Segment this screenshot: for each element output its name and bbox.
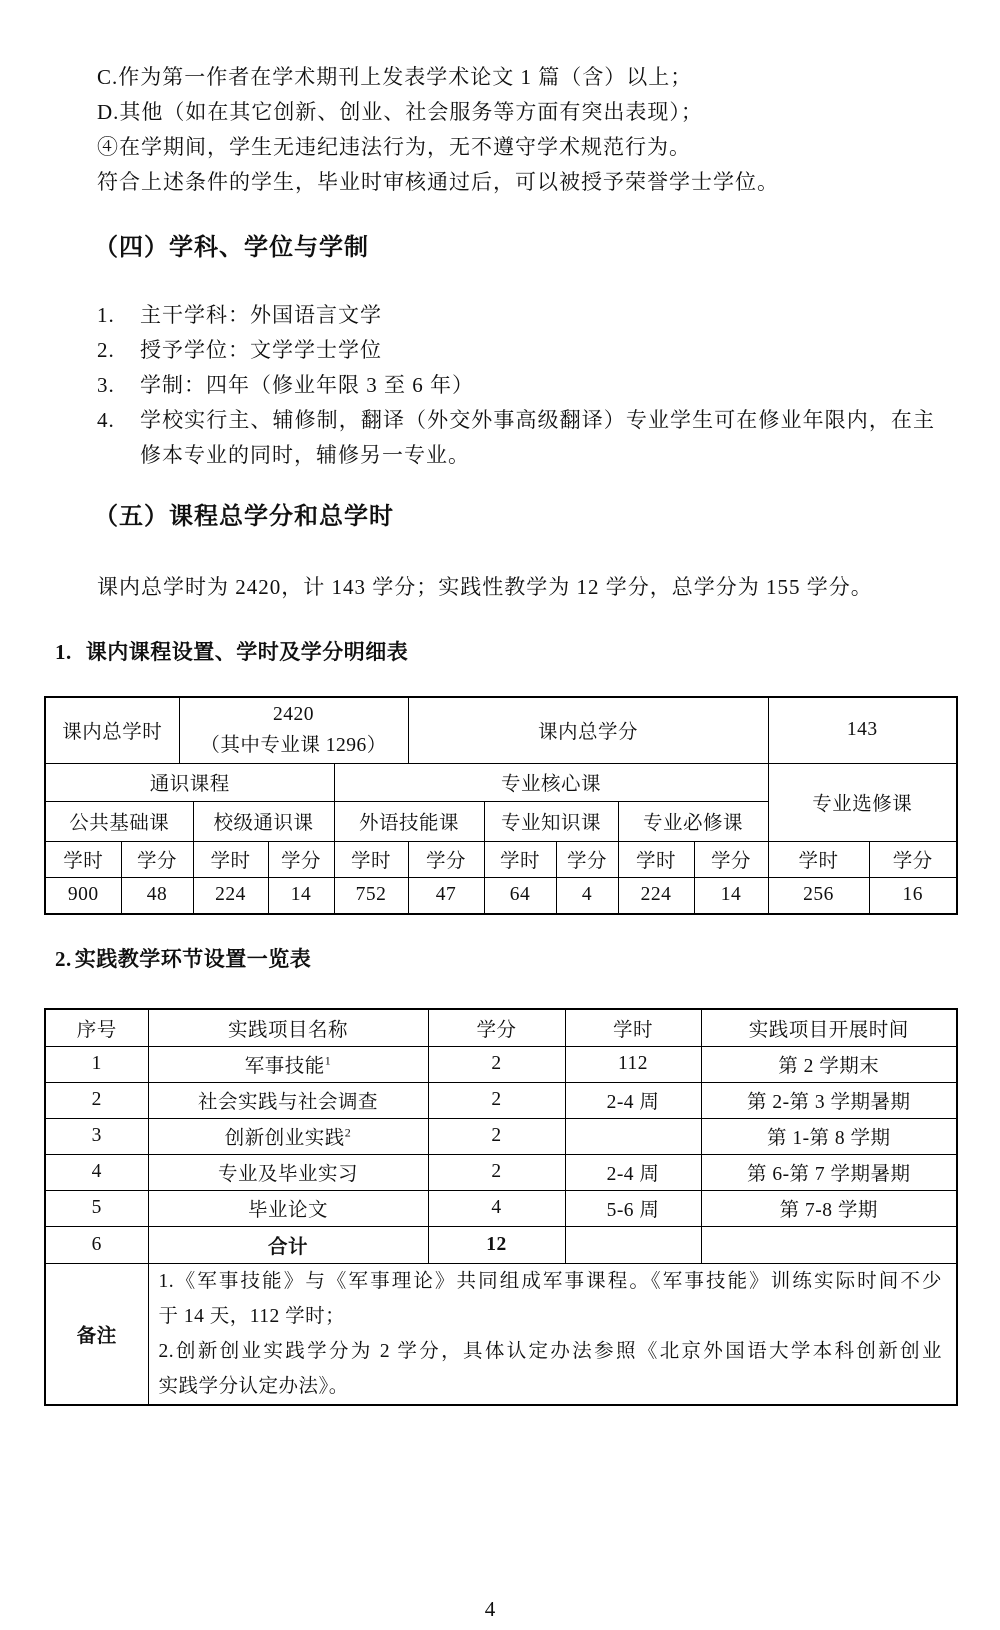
table2-caption bbox=[55, 947, 311, 972]
table-cell: 专业及毕业实习 bbox=[148, 1154, 428, 1190]
footnote-mark: 1 bbox=[324, 1053, 332, 1068]
table-row bbox=[45, 1082, 957, 1118]
table-cell: 第 2-第 3 学期暑期 bbox=[701, 1082, 957, 1118]
table-cell: 毕业论文 bbox=[148, 1190, 428, 1226]
group-core-courses: 专业核心课 bbox=[334, 763, 768, 801]
section-heading-discipline-degree: （四）学科、学位与学制 bbox=[94, 235, 369, 261]
unit-header: 学时 bbox=[334, 841, 408, 877]
group-general-courses: 通识课程 bbox=[45, 763, 334, 801]
total-hours-note: （其中专业课 1296） bbox=[200, 735, 387, 757]
table-cell: 2-4 周 bbox=[565, 1154, 701, 1190]
column-header: 学时 bbox=[565, 1009, 701, 1046]
table-cell: 5-6 周 bbox=[565, 1190, 701, 1226]
list-item-text bbox=[140, 403, 935, 473]
table-cell: 2 bbox=[45, 1082, 148, 1118]
unit-header: 学时 bbox=[193, 841, 268, 877]
table-cell: 5 bbox=[45, 1190, 148, 1226]
table-row bbox=[45, 1046, 957, 1082]
table-cell bbox=[565, 1226, 701, 1263]
unit-header: 学时 bbox=[45, 841, 121, 877]
list-item bbox=[97, 298, 935, 333]
table-cell: 2 bbox=[428, 1118, 565, 1154]
unit-header: 学分 bbox=[408, 841, 484, 877]
table-cell: 64 bbox=[484, 877, 556, 914]
table-row bbox=[45, 1118, 957, 1154]
caption-number: 1. bbox=[55, 640, 72, 664]
table-cell: 14 bbox=[268, 877, 334, 914]
text-line: 1.《军事技能》与《军事理论》共同组成军事课程。《军事技能》训练实际时间不少 bbox=[158, 1270, 942, 1292]
subgroup-major-required: 专业必修课 bbox=[618, 801, 768, 841]
list-item-number: 2. bbox=[97, 338, 115, 362]
table-cell: 军事技能$^1$ bbox=[148, 1046, 428, 1082]
summary-paragraph: 课内总学时为 2420，计 143 学分；实践性教学为 12 学分，总学分为 155 学分。 bbox=[97, 575, 873, 599]
unit-header: 学分 bbox=[694, 841, 768, 877]
unit-header: 学时 bbox=[768, 841, 869, 877]
table-cell: 4 bbox=[45, 1154, 148, 1190]
table-cell: 2 bbox=[428, 1154, 565, 1190]
table-cell: 16 bbox=[869, 877, 957, 914]
text-line: 于 14 天，112 学时； bbox=[158, 1305, 346, 1327]
table-cell: 6 bbox=[45, 1226, 148, 1263]
column-header: 实践项目名称 bbox=[148, 1009, 428, 1046]
unit-header: 学分 bbox=[869, 841, 957, 877]
table-cell: 3 bbox=[45, 1118, 148, 1154]
table-cell: 创新创业实践$^2$ bbox=[148, 1118, 428, 1154]
total-hours-number: 2420 bbox=[273, 704, 315, 726]
notes-label: 备注 bbox=[45, 1263, 148, 1405]
table-cell: 2 bbox=[428, 1082, 565, 1118]
table-cell: 2-4 周 bbox=[565, 1082, 701, 1118]
total-credits-value: 143 bbox=[768, 697, 957, 763]
text-line: 学校实行主、辅修制，翻译（外交外事高级翻译）专业学生可在修业年限内，在主 bbox=[140, 408, 935, 432]
column-header: 实践项目开展时间 bbox=[701, 1009, 957, 1046]
table-cell: 第 1-第 8 学期 bbox=[701, 1118, 957, 1154]
table-cell: 48 bbox=[121, 877, 193, 914]
unit-header: 学时 bbox=[618, 841, 694, 877]
group-elective-courses: 专业选修课 bbox=[768, 763, 957, 841]
table-cell: 4 bbox=[428, 1190, 565, 1226]
table-cell: 4 bbox=[556, 877, 618, 914]
table-cell bbox=[565, 1118, 701, 1154]
table-cell: 第 6-第 7 学期暑期 bbox=[701, 1154, 957, 1190]
text-line: 2.创新创业实践学分为 2 学分，具体认定办法参照《北京外国语大学本科创新创业 bbox=[158, 1340, 942, 1362]
notes-content bbox=[148, 1263, 957, 1405]
list-item-text: 学制：四年（修业年限 3 至 6 年） bbox=[140, 373, 474, 397]
list-item bbox=[97, 368, 935, 403]
caption-text: 实践教学环节设置一览表 bbox=[74, 947, 312, 971]
table1-caption bbox=[55, 640, 408, 665]
table-row bbox=[45, 1190, 957, 1226]
subgroup-university-general: 校级通识课 bbox=[193, 801, 334, 841]
unit-header: 学分 bbox=[268, 841, 334, 877]
table-cell: 900 bbox=[45, 877, 121, 914]
table-cell: 第 2 学期末 bbox=[701, 1046, 957, 1082]
list-item bbox=[97, 333, 935, 368]
subgroup-public-basic: 公共基础课 bbox=[45, 801, 193, 841]
table-row-total bbox=[45, 1226, 957, 1263]
list-item-number: 4. bbox=[97, 408, 115, 432]
table-cell: 224 bbox=[193, 877, 268, 914]
table-row-notes bbox=[45, 1263, 957, 1405]
text-line: ④在学期间，学生无违纪违法行为，无不遵守学术规范行为。 bbox=[97, 135, 691, 159]
table-cell: 112 bbox=[565, 1046, 701, 1082]
table-cell-total-label: 合计 bbox=[148, 1226, 428, 1263]
text-line: 实践学分认定办法》。 bbox=[158, 1375, 349, 1397]
list-item-text: 主干学科：外国语言文学 bbox=[140, 303, 382, 327]
total-hours-value bbox=[179, 697, 408, 763]
table-cell: 第 7-8 学期 bbox=[701, 1190, 957, 1226]
column-header: 学分 bbox=[428, 1009, 565, 1046]
section-heading-total-credits-hours: （五）课程总学分和总学时 bbox=[94, 504, 394, 530]
caption-text: 课内课程设置、学时及学分明细表 bbox=[85, 640, 409, 664]
list-item-number: 1. bbox=[97, 303, 115, 327]
list-item bbox=[97, 403, 935, 473]
total-credits-label: 课内总学分 bbox=[408, 697, 768, 763]
table-cell bbox=[701, 1226, 957, 1263]
text-line: D.其他（如在其它创新、创业、社会服务等方面有突出表现）； bbox=[97, 100, 703, 124]
table-cell: 社会实践与社会调查 bbox=[148, 1082, 428, 1118]
column-header: 序号 bbox=[45, 1009, 148, 1046]
page-number: 4 bbox=[484, 1597, 496, 1621]
table-row bbox=[45, 1154, 957, 1190]
table-course-hours-credits bbox=[44, 696, 958, 915]
text-line: 修本专业的同时，辅修另一专业。 bbox=[140, 443, 470, 467]
text-line: C.作为第一作者在学术期刊上发表学术论文 1 篇（含）以上； bbox=[97, 65, 693, 89]
intro-paragraphs bbox=[97, 60, 779, 200]
total-hours-label: 课内总学时 bbox=[45, 697, 179, 763]
list-item-text: 授予学位：文学学士学位 bbox=[140, 338, 382, 362]
table-cell: 2 bbox=[428, 1046, 565, 1082]
subgroup-language-skills: 外语技能课 bbox=[334, 801, 484, 841]
table-cell: 256 bbox=[768, 877, 869, 914]
table-cell: 752 bbox=[334, 877, 408, 914]
footnote-mark: 2 bbox=[344, 1125, 352, 1140]
table-cell: 1 bbox=[45, 1046, 148, 1082]
table-cell: 47 bbox=[408, 877, 484, 914]
caption-number: 2. bbox=[55, 947, 72, 971]
unit-header: 学分 bbox=[556, 841, 618, 877]
text-line: 符合上述条件的学生，毕业时审核通过后，可以被授予荣誉学士学位。 bbox=[97, 170, 779, 194]
table-cell: 14 bbox=[694, 877, 768, 914]
table-cell-total-credits: 12 bbox=[428, 1226, 565, 1263]
unit-header: 学分 bbox=[121, 841, 193, 877]
subgroup-major-knowledge: 专业知识课 bbox=[484, 801, 618, 841]
table-cell: 224 bbox=[618, 877, 694, 914]
numbered-list bbox=[97, 298, 935, 473]
table-practice-teaching bbox=[44, 1008, 958, 1406]
list-item-number: 3. bbox=[97, 373, 115, 397]
unit-header: 学时 bbox=[484, 841, 556, 877]
